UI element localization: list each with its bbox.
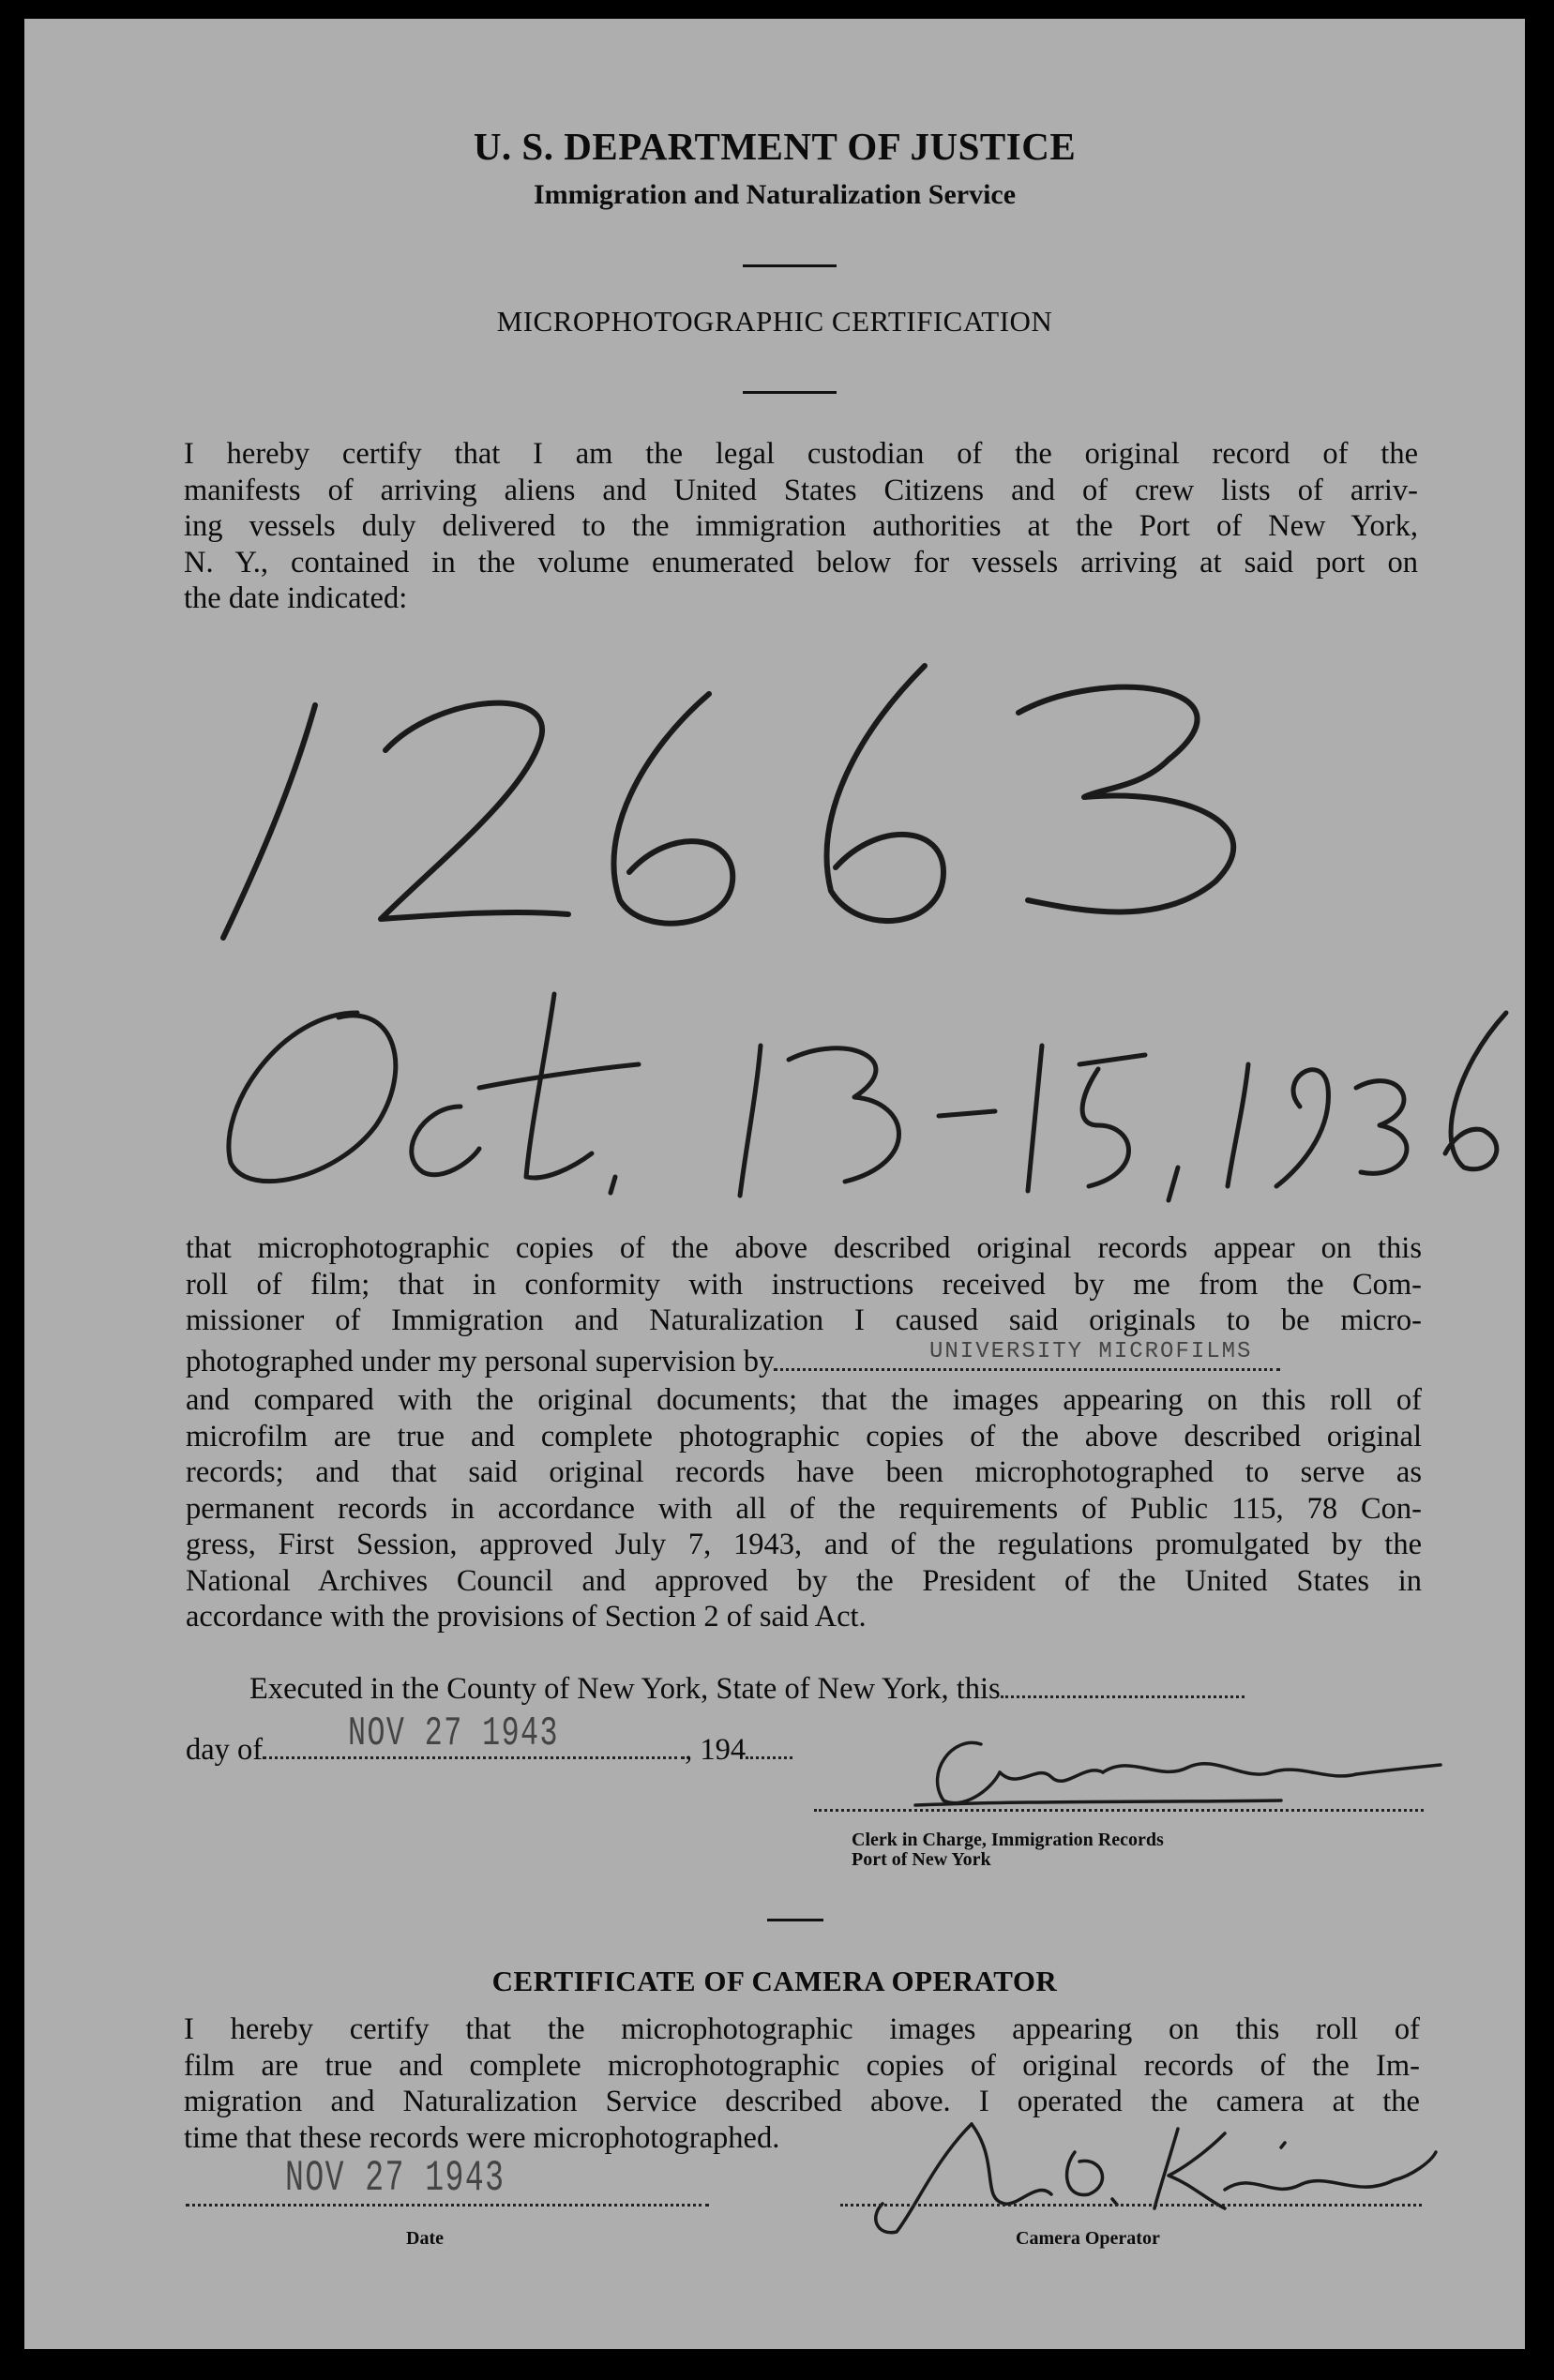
intro-line: I hereby certify that I am the legal custodian of the original record of the [184,437,1418,471]
camera-operator-title: CERTIFICATE OF CAMERA OPERATOR [491,1965,1058,1997]
date-field-line [186,2204,709,2207]
body-line: records; and that said original records have been microphotographed to serve as [186,1455,1422,1489]
supervision-stamp: UNIVERSITY MICROFILMS [929,1339,1253,1364]
operator-label: Camera Operator [1016,2228,1160,2249]
body-paragraph-continued [186,1382,1422,1635]
clerk-signature-line [814,1809,1424,1812]
camera-line: time that these records were microphotographed. [184,2120,780,2155]
year-label: , 194 [685,1733,747,1767]
intro-line: manifests of arriving aliens and United States Citizens and of crew lists of arriv- [184,473,1418,507]
day-of-label: day of [186,1733,264,1767]
body-line: National Archives Council and approved by the President of the United States in [186,1563,1422,1598]
year-dotted-field [746,1732,792,1759]
body-line: microfilm are true and complete photographic copies of the above described original [186,1419,1422,1454]
divider [743,264,837,267]
executed-dotted-field [1001,1671,1245,1698]
executed-text: Executed in the County of New York, State of New York, this [249,1672,1001,1706]
body-line: that microphotographic copies of the above described original records appear on this [186,1231,1422,1265]
handwritten-volume-number [203,628,1375,985]
certificate-page [24,19,1525,2349]
camera-line: migration and Naturalization Service described above. I operated the camera at the [184,2085,1420,2118]
body-line: accordance with the provisions of Section 2 of said Act. [186,1600,867,1634]
intro-line: N. Y., contained in the volume enumerated below for vessels arriving at said port on [184,545,1418,580]
clerk-signature [887,1716,1450,1829]
body-line: permanent records in accordance with all of the requirements of Public 115, 78 Con- [186,1491,1422,1526]
operator-signature-line [840,2204,1422,2207]
clerk-port-line: Port of New York [852,1849,991,1870]
camera-date-stamp: NOV 27 1943 [285,2154,505,2203]
camera-operator-signature [831,2105,1441,2237]
supervision-prefix: photographed under my personal supervision by [186,1345,775,1378]
camera-line: film are true and complete microphotographic copies of original records of the Im- [184,2048,1420,2083]
body-line: and compared with the original documents; that the images appearing on this roll of [186,1383,1422,1417]
form-title: MICROPHOTOGRAPHIC CERTIFICATION [496,305,1053,338]
divider [743,391,837,394]
department-heading: U. S. DEPARTMENT OF JUSTICE [473,125,1077,168]
intro-paragraph [184,436,1418,617]
date-label: Date [406,2228,444,2249]
intro-line: the date indicated: [184,581,408,615]
body-line: missioner of Immigration and Naturalization I caused said originals to be micro- [186,1303,1422,1337]
executed-line [249,1671,1245,1707]
divider [767,1919,823,1921]
camera-line: I hereby certify that the microphotographic images appearing on this roll of [184,2012,1420,2046]
intro-line: ing vessels duly delivered to the immigration authorities at the Port of New York, [184,509,1418,543]
body-paragraph [186,1230,1422,1339]
body-line: roll of film; that in conformity with instructions received by me from the Com- [186,1267,1422,1302]
clerk-title [852,1830,1164,1870]
day-date-stamp: NOV 27 1943 [348,1710,559,1757]
service-subheading: Immigration and Naturalization Service [533,179,1017,210]
clerk-title-line: Clerk in Charge, Immigration Records [852,1830,1164,1850]
handwritten-date [198,975,1511,1210]
body-line: gress, First Session, approved July 7, 1943, and of the regulations promulgated by the [186,1528,1422,1561]
